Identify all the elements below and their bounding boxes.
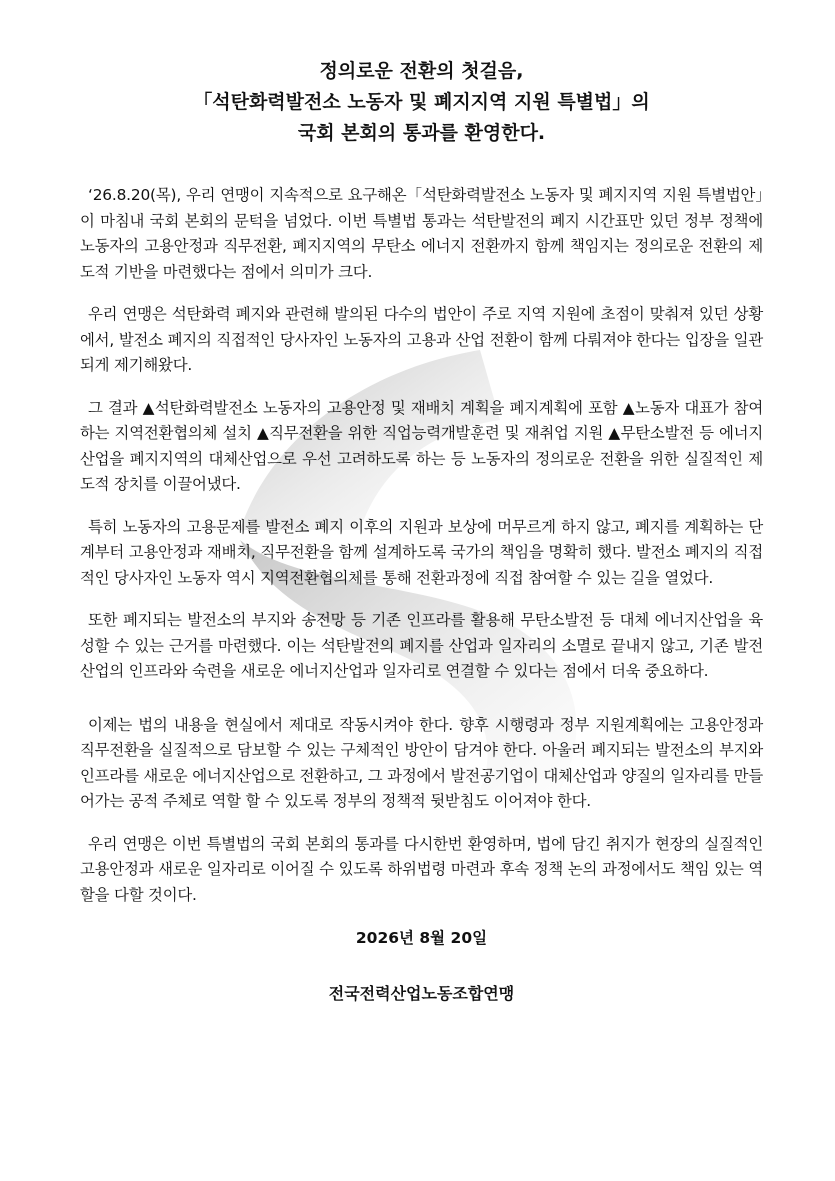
paragraph-3: 그 결과 ▲석탄화력발전소 노동자의 고용안정 및 재배치 계획을 폐지계획에 포함 ▲노동자 대표가 참여하는 지역전환협의체 설치 ▲직무전환을 위한 직업능력개발훈련 및 재취업 지원 ▲무탄소발전 등 에너지산업을 폐지지역의 대체산업으로 우선 고려하도록 하는 등 노동자의 정의로운 전환을 위한 실질적인 제도적 장치를 이끌어냈다. <box>80 398 763 493</box>
title-line-1: 정의로운 전환의 첫걸음, <box>319 60 524 82</box>
title-line-2: 「석탄화력발전소 노동자 및 폐지지역 지원 특별법」의 <box>193 91 650 113</box>
title-line-3: 국회 본회의 통과를 환영한다. <box>297 122 546 144</box>
paragraph-5: 또한 폐지되는 발전소의 부지와 송전망 등 기존 인프라를 활용해 무탄소발전 등 대체 에너지산업을 육성할 수 있는 근거를 마련했다. 이는 석탄발전의 폐지를 산업과 일자리의 소멸로 끝내지 않고, 기존 발전산업의 인프라와 숙련을 새로운 에너지산업과 일자리로 연결할 수 있다는 점에서 더욱 중요하다. <box>80 611 763 680</box>
press-release-body <box>80 56 763 1004</box>
paragraph-1: ‘26.8.20(목), 우리 연맹이 지속적으로 요구해온「석탄화력발전소 노동자 및 폐지지역 지원 특별법안」이 마침내 국회 본회의 문턱을 넘었다. 이번 특별법 통과는 석탄발전의 폐지 시간표만 있던 정부 정책에 노동자의 고용안정과 직무전환, 폐지지역의 무탄소 에너지 전환까지 함께 책임지는 정의로운 전환의 제도적 기반을 마련했다는 점에서 의미가 크다. <box>80 186 763 281</box>
paragraph-7: 우리 연맹은 이번 특별법의 국회 본회의 통과를 다시한번 환영하며, 법에 담긴 취지가 현장의 실질적인 고용안정과 새로운 일자리로 이어질 수 있도록 하위법령 마련과 후속 정책 논의 과정에서도 책임 있는 역할을 다할 것이다. <box>80 834 763 904</box>
document-title <box>80 56 763 149</box>
issue-date: 2026년 8월 20일 <box>355 929 488 947</box>
paragraph-2: 우리 연맹은 석탄화력 폐지와 관련해 발의된 다수의 법안이 주로 지역 지원에 초점이 맞춰져 있던 상황에서, 발전소 폐지의 직접적인 당사자인 노동자의 고용과 산업 전환이 함께 다뤄져야 한다는 입장을 일관되게 제기해왔다. <box>80 305 763 374</box>
paragraph-4: 특히 노동자의 고용문제를 발전소 폐지 이후의 지원과 보상에 머무르게 하지 않고, 폐지를 계획하는 단계부터 고용안정과 재배치, 직무전환을 함께 설계하도록 국가의 책임을 명확히 했다. 발전소 폐지의 직접적인 당사자인 노동자 역시 지역전환협의체를 통해 전환과정에 직접 참여할 수 있는 길을 열었다. <box>80 517 763 587</box>
organization-name: 전국전력산업노동조합연맹 <box>328 984 515 1003</box>
paragraph-6: 이제는 법의 내용을 현실에서 제대로 작동시켜야 한다. 향후 시행령과 정부 지원계획에는 고용안정과 직무전환을 실질적으로 담보할 수 있는 구체적인 방안이 담겨야 한다. 아울러 폐지되는 발전소의 부지와 인프라를 새로운 에너지산업으로 전환하고, 그 과정에서 발전공기업이 대체산업과 양질의 일자리를 만들어가는 공적 주체로 역할 할 수 있도록 정부의 정책적 뒷받침도 이어져야 한다. <box>80 715 763 810</box>
